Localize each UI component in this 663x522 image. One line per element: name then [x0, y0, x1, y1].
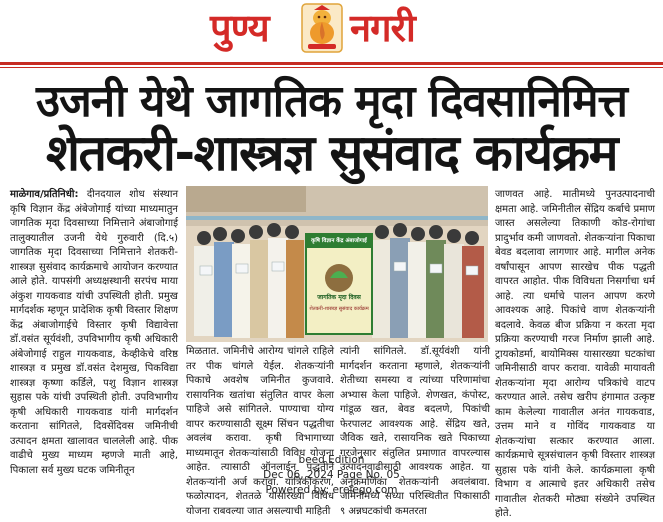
headline-line-1: उजनी येथे जागतिक मृदा दिवसानिमित्त [36, 76, 627, 127]
banner-subtitle: जागतिक मृदा दिवस [317, 294, 361, 301]
photo-illustration [186, 186, 488, 342]
masthead-title-part1: पुण्य [210, 6, 269, 50]
event-photo [186, 186, 488, 342]
headline-line-2: शेतकरी-शास्त्रज्ञ सुसंवाद कार्यक्रम [46, 124, 617, 182]
edition-label: beed Edition [298, 454, 365, 466]
article-text-left: दीनदयाल शोध संस्थान कृषि विज्ञान केंद्र अंबेजोगाई यांच्या माध्यमातुन जागतिक मृदा दिवसाच्या निमित्ताने अंबाजोगाई तालुक्यातील उजनी येथे गुरुवारी (दि.५) जागतिक मृदा दिवसाच्या निमित्ताने शेतकरी-शास्त्रज्ञ सुसंवाद कार्यक्रमाचे आयोजन करण्यात आले होते. यापसंगी अध्यक्षस्थानी सरपंच माया अंकुश गायकवाड यांची उपस्थिती होती. प्रमुख मार्गदर्शक म्हणून प्रादेशिक कृषी विस्तार शिक्षण केंद्र अंबाजोगाईचे विस्तार कृषी विद्यावेत्ता डॉ.वसंत सूर्यवंशी, उपविभागीय कृषी अधिकारी अंबेजोगाई राहुल गायकवाड, केव्हीकेचे वरिष्ठ शास्त्रज्ञ व प्रमुख डॉ.वसंत देशमुख, पिकविद्या शास्त्रज्ञ कृष्णा कर्डिले, पशु विज्ञान शास्त्रज्ञ सुहास पके यांची उपस्थिती होती. उपविभागीय कृषी अधिकारी गायकवाड यांनी मार्गदर्शन करताना सांगितले, दिवसेंदिवस जमिनीची उत्पादन क्षमता खालावत चाललेली आहे. पीक वाढीचे मुख्य माध्यम म्हणजे माती आहे, पिकाला सर्व मुख्य घटक जमिनीतून [10, 189, 178, 476]
masthead-rule-thin [0, 67, 663, 68]
article-column-right: जाणवत आहे. मातीमध्ये पुनउत्पादनाची क्षमता आहे. जमिनीतील सेंद्रिय कर्बाचे प्रमाण जास्त असलेल्या तिकाणी कोड-रोगांचा प्रादुर्भाव कमी जाणवतो. शेतकऱ्यांना पिकाचा बेवड बदलावा लागणार आहे. मागील अनेक वर्षांपासून आपण सारखेच पीक पद्धती वापरत आहोत. पीक विविधता निसर्गाचा धर्म आहे. त्या धर्माचे पालन आपण करणे आवश्यक आहे. पिकांचे वाण शेतकऱ्यांनी बदलावे. केवळ बीज प्रक्रिया न करता मृदा प्रक्रिया करण्याची गरज निर्माण झाली आहे. ट्रायकोडर्मा, बायोमिक्स यासारख्या घटकांचा जमिनीसाठी वापर करावा. यावेळी मायावती शेतकऱ्यांना मृदा आरोग्य पत्रिकांचे वाटप करण्यात आले. तसेच खरीप हंगामात उत्कृष्ट काम केलेल्या गावातील अनंत गायकवाड, उत्तम माने व गोविंद गायकवाड या शेतकऱ्यांचा सत्कार करण्यात आला. कार्यक्रमाचे सूत्रसंचालन कृषी विस्तार शास्त्रज्ञ सुहास पके यांनी केले. कार्यक्रमाला कृषी विभाग व आत्माचे इतर अधिकारी तसेच गावातील शेतकरी मोठ्या संख्येने उपस्थित होते. [495, 189, 655, 519]
powered-by: Powered by: erelego.com [265, 484, 398, 496]
banner-caption: शेतकरी-शास्त्रज्ञ सुसंवाद कार्यक्रम [309, 306, 369, 312]
masthead-title-part2: नगरी [350, 6, 415, 50]
article-column-mid-1: मिळतात. जमिनीचे आरोग्य चांगले राहिले तर पीक चांगले येईल. शेतकऱ्यांनी पिकाचे अवशेष जमिनीत कुजवावे. रासायनिक खतांचा संतुलित वापर केला पाहिजे असे सांगितले. पाण्याचा योग्य वापर करण्यासाठी सूक्ष्म सिंचन पद्धतीचा अवलंब करावा. कृषी विभागाच्या माध्यमातून शेतकऱ्यांसाठी विविध योजना आहेत. त्यासाठी ऑनलाईन पद्धतीने शेतकऱ्यांनी अर्ज करावा. यांत्रिकीकरण, फळोत्पादन, शेततळे यासारख्या विविध योजना राबवल्या जात असल्याची माहिती [186, 346, 334, 517]
banner-title: कृषि विज्ञान केंद्र अंबाजोगाई [311, 238, 367, 244]
article-column-left [0, 188, 182, 478]
masthead [0, 0, 663, 64]
masthead-rule [0, 62, 663, 65]
ganesha-logo [300, 2, 344, 54]
edition-date: Dec 06, 2024 Page No. 05 [263, 469, 400, 481]
byline: माळेगाव/प्रतिनिधी: [10, 189, 79, 200]
article-column-mid-2: त्यांनी सांगितले. डॉ.सूर्यवंशी यांनी मार्गदर्शन करताना म्हणाले, शेतकऱ्यांनी शेतीच्या समस्या व त्यांच्या परिणामांचा अभ्यास केला पाहिजे. शेणखत, कंपोस्ट, गांडूळ खत, बेवड बदलणे, पिकांची फेरपालट आवश्यक आहे. सेंद्रिय खते, जैविक खते, रासायनिक खते पिकाच्या गरजेनुसार संतुलित प्रमाणात वापरल्यास उत्पादनवाढीसाठी आवश्यक आहेत. या अनुक्रमणिका शेतकऱ्यांनी अवलंबावा. जमिनीमध्ये सध्या परिस्थितीत पिकासाठी ९ अन्नघटकांची कमतरता [340, 346, 490, 517]
